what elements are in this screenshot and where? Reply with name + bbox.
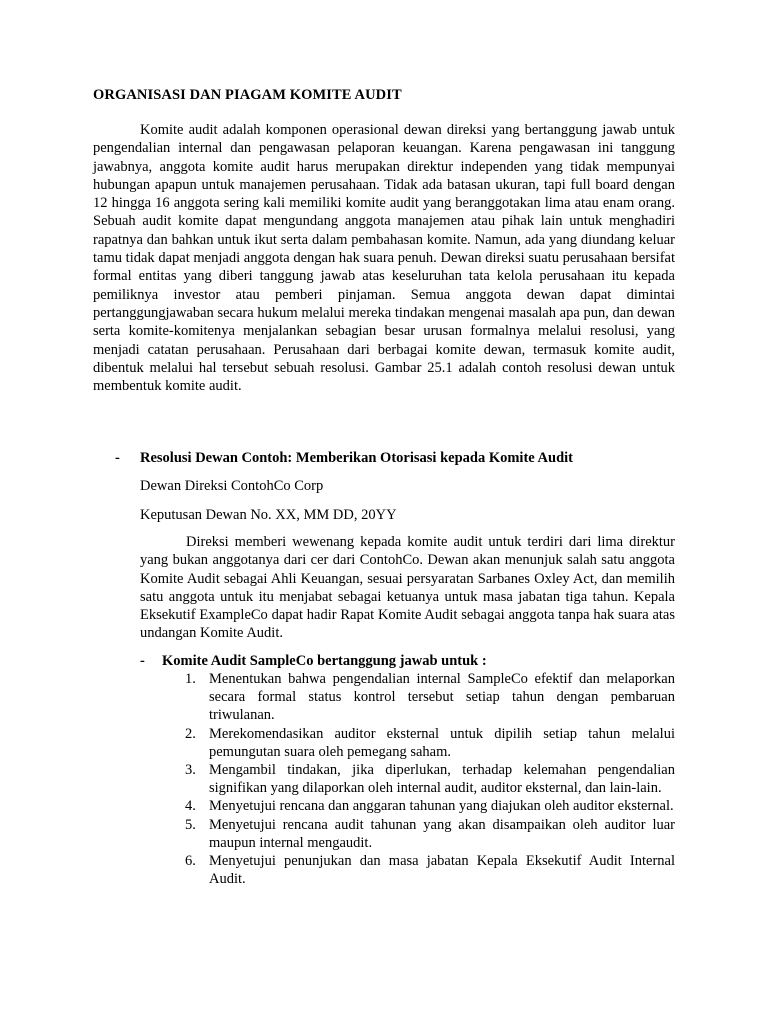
- list-item-text: Menentukan bahwa pengendalian internal SampleCo efektif dan melaporkan secara formal status kontrol tersebut setiap tahun dengan pembaruan triwulanan.: [209, 671, 675, 724]
- subsection-heading: [140, 653, 487, 670]
- list-item-number: 3.: [185, 762, 196, 779]
- responsibility-list: [185, 670, 675, 888]
- section-bullet: -: [115, 450, 120, 466]
- subsection-heading-text: Komite Audit SampleCo bertanggung jawab untuk :: [162, 653, 487, 669]
- list-item: [185, 852, 675, 888]
- list-item: [185, 725, 675, 761]
- list-item-text: Menyetujui penunjukan dan masa jabatan Kepala Eksekutif Audit Internal Audit.: [209, 853, 675, 888]
- subsection-bullet: -: [140, 653, 145, 669]
- resolution-paragraph: Direksi memberi wewenang kepada komite audit untuk terdiri dari lima direktur yang bukan anggotanya dari cer dari ContohCo. Dewan akan menunjuk salah satu anggota Komite Audit sebagai Ahli Keuangan, sesuai persyaratan Sarbanes Oxley Act, dan memilih satu anggota untuk itu menjabat sebagai ketuanya untuk masa jabatan tiga tahun. Kepala Eksekutif ExampleCo dapat hadir Rapat Komite Audit sebagai anggota tanpa hak suara atas undangan Komite Audit.: [140, 534, 675, 642]
- section-heading-text: Resolusi Dewan Contoh: Memberikan Otorisasi kepada Komite Audit: [140, 450, 574, 466]
- intro-paragraph: Komite audit adalah komponen operasional dewan direksi yang bertanggung jawab untuk pengendalian internal dan pengawasan pelaporan keuangan. Karena pengawasan ini tanggung jawabnya, anggota komite audit harus merupakan direktur independen yang tidak mempunyai hubungan apapun untuk manajemen perusahaan. Tidak ada batasan ukuran, tapi full board dengan 12 hingga 16 anggota sering kali memiliki komite audit yang beranggotakan lima atau enam orang. Sebuah audit komite dapat mengundang anggota manajemen atau pihak lain untuk menghadiri rapatnya dan bahkan untuk ikut serta dalam pembahasan komite. Namun, ada yang diundang keluar tamu tidak dapat menjadi anggota dengan hak suara penuh. Dewan direksi suatu perusahaan bersifat formal entitas yang diberi tanggung jawab atas keseluruhan tata kelola perusahaan itu kepada pemiliknya investor atau pemberi pinjaman. Semua anggota dewan dapat dimintai pertanggungjawaban secara hukum melalui mereka tindakan mengenai masalah apa pun, dan dewan serta komite-komitenya menjalankan sebagian besar urusan formalnya melalui resolusi, yang menjadi catatan perusahaan. Perusahaan dari berbagai komite dewan, termasuk komite audit, dibentuk melalui hal tersebut sebuah resolusi. Gambar 25.1 adalah contoh resolusi dewan untuk membentuk komite audit.: [93, 122, 675, 395]
- company-name: Dewan Direksi ContohCo Corp: [140, 478, 324, 494]
- list-item: [185, 797, 675, 815]
- list-item-number: 2.: [185, 725, 196, 742]
- decision-number: Keputusan Dewan No. XX, MM DD, 20YY: [140, 507, 397, 523]
- list-item-text: Mengambil tindakan, jika diperlukan, terhadap kelemahan pengendalian signifikan yang dilaporkan oleh internal audit, auditor eksternal, dan lain-lain.: [209, 762, 675, 797]
- list-item-text: Merekomendasikan auditor eksternal untuk dipilih setiap tahun melalui pemungutan suara oleh pemegang saham.: [209, 725, 675, 760]
- list-item-text: Menyetujui rencana dan anggaran tahunan yang diajukan oleh auditor eksternal.: [209, 798, 674, 815]
- list-item-text: Menyetujui rencana audit tahunan yang akan disampaikan oleh auditor luar maupun internal mengaudit.: [209, 816, 675, 851]
- list-item-number: 6.: [185, 853, 196, 870]
- list-item-number: 1.: [185, 671, 196, 687]
- document-title: ORGANISASI DAN PIAGAM KOMITE AUDIT: [93, 87, 402, 103]
- list-item: [185, 670, 675, 725]
- list-item-number: 5.: [185, 816, 196, 833]
- list-item: [185, 816, 675, 852]
- section-heading: [115, 450, 573, 467]
- list-item-number: 4.: [185, 798, 196, 815]
- list-item: [185, 761, 675, 797]
